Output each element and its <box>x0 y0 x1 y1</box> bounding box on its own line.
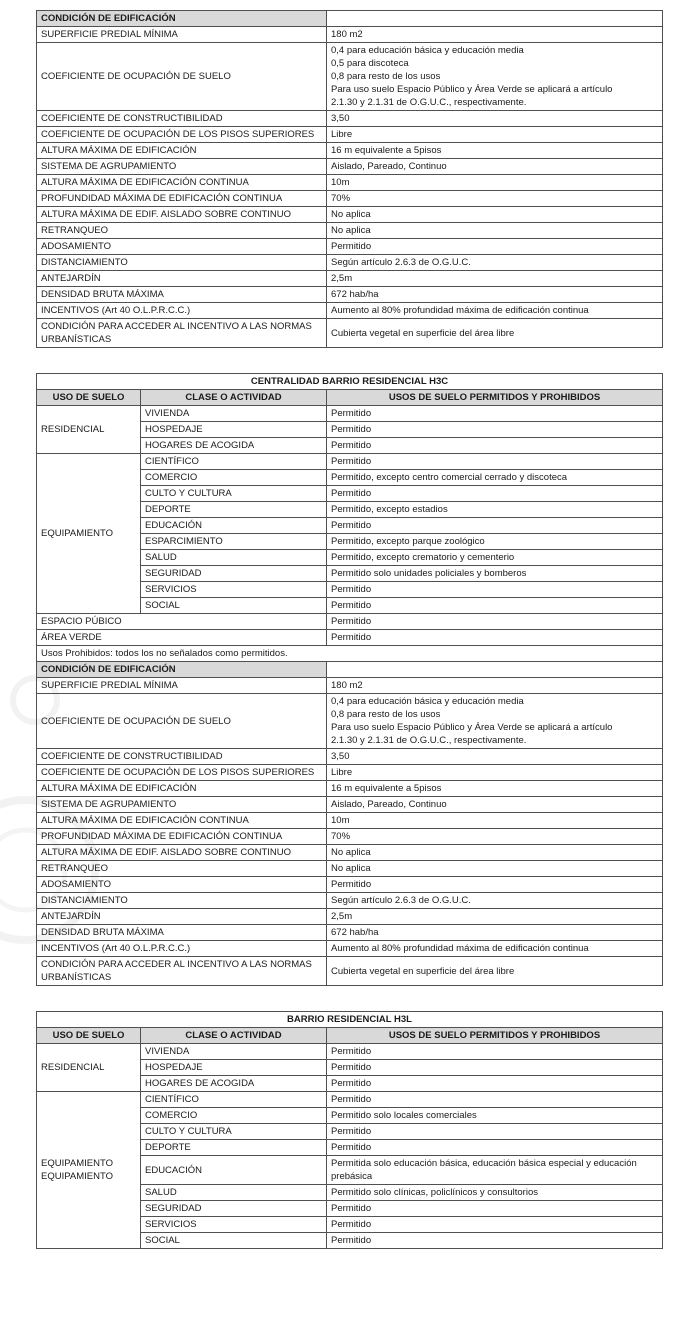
column-header-usos-permitidos: USOS DE SUELO PERMITIDOS Y PROHIBIDOS <box>327 390 663 406</box>
condition-value <box>327 127 663 143</box>
clase-actividad-cell: CIENTÍFICO <box>141 1092 327 1108</box>
condition-label: RETRANQUEO <box>37 861 327 877</box>
value-line: 672 hab/ha <box>331 927 379 938</box>
condition-value <box>327 207 663 223</box>
value-line: 3,50 <box>331 751 350 762</box>
value-line: 2,5m <box>331 273 353 284</box>
value-line: 10m <box>331 177 350 188</box>
value-line: Permitido <box>331 241 372 252</box>
use-span-label: ESPACIO PÚBICO <box>37 614 327 630</box>
condition-value <box>327 303 663 319</box>
condition-value <box>327 893 663 909</box>
value-line: 180 m2 <box>331 680 363 691</box>
clase-actividad-cell: CIENTÍFICO <box>141 454 327 470</box>
table-row <box>37 749 663 765</box>
clase-actividad-cell: VIVIENDA <box>141 406 327 422</box>
condition-label: COEFICIENTE DE OCUPACIÓN DE LOS PISOS SUPERIORES <box>37 127 327 143</box>
condition-value <box>327 239 663 255</box>
clase-actividad-cell: CULTO Y CULTURA <box>141 486 327 502</box>
uso-permitido-cell: Permitido <box>327 598 663 614</box>
condition-label: PROFUNDIDAD MÁXIMA DE EDIFICACIÓN CONTINUA <box>37 191 327 207</box>
condition-label: COEFICIENTE DE CONSTRUCTIBILIDAD <box>37 111 327 127</box>
value-line: 70% <box>331 193 351 204</box>
uso-permitido-cell: Permitido <box>327 1124 663 1140</box>
value-line: 16 m equivalente a 5pisos <box>331 783 442 794</box>
table-row <box>37 127 663 143</box>
value-line: Según artículo 2.6.3 de O.G.U.C. <box>331 895 471 906</box>
condition-label: CONDICIÓN PARA ACCEDER AL INCENTIVO A LAS NORMAS URBANÍSTICAS <box>37 957 327 986</box>
uso-permitido-cell: Permitido solo clínicas, policlínicos y consultorios <box>327 1185 663 1201</box>
value-line: 0,4 para educación básica y educación media <box>331 696 524 707</box>
uso-permitido-cell: Permitido <box>327 454 663 470</box>
value-line: Según artículo 2.6.3 de O.G.U.C. <box>331 257 471 268</box>
prohibited-uses-note: Usos Prohibidos: todos los no señalados como permitidos. <box>37 646 663 662</box>
table-row <box>37 454 663 470</box>
value-line: Libre <box>331 129 353 140</box>
value-line: 0,8 para resto de los usos <box>331 71 441 82</box>
table-row <box>37 925 663 941</box>
condition-value <box>327 287 663 303</box>
clase-actividad-cell: ESPARCIMIENTO <box>141 534 327 550</box>
table-row <box>37 1044 663 1060</box>
table-row <box>37 207 663 223</box>
condition-value <box>327 925 663 941</box>
value-line: 2.1.30 y 2.1.31 de O.G.U.C., respectivamente. <box>331 97 527 108</box>
clase-actividad-cell: DEPORTE <box>141 502 327 518</box>
condition-label: ALTURA MÁXIMA DE EDIFICACIÓN <box>37 143 327 159</box>
condition-value <box>327 143 663 159</box>
clase-actividad-cell: HOGARES DE ACOGIDA <box>141 1076 327 1092</box>
table-row <box>37 845 663 861</box>
condition-value <box>327 159 663 175</box>
uso-permitido-cell: Permitido <box>327 1076 663 1092</box>
condition-value <box>327 223 663 239</box>
condition-label: COEFICIENTE DE OCUPACIÓN DE SUELO <box>37 43 327 111</box>
value-line: 70% <box>331 831 351 842</box>
uso-permitido-cell: Permitido <box>327 582 663 598</box>
table-row <box>37 781 663 797</box>
table-row <box>37 861 663 877</box>
value-line: Cubierta vegetal en superficie del área libre <box>331 327 515 339</box>
condition-label: CONDICIÓN PARA ACCEDER AL INCENTIVO A LAS NORMAS URBANÍSTICAS <box>37 319 327 348</box>
table-row <box>37 374 663 390</box>
table-row <box>37 765 663 781</box>
uso-permitido-cell: Permitido <box>327 406 663 422</box>
clase-actividad-cell: VIVIENDA <box>141 1044 327 1060</box>
uso-permitido-cell: Permitido <box>327 1201 663 1217</box>
table-row <box>37 406 663 422</box>
uso-permitido-cell: Permitido <box>327 1060 663 1076</box>
table-row <box>37 175 663 191</box>
value-line: 3,50 <box>331 113 350 124</box>
condition-label: COEFICIENTE DE CONSTRUCTIBILIDAD <box>37 749 327 765</box>
condition-label: ANTEJARDÍN <box>37 909 327 925</box>
clase-actividad-cell: HOGARES DE ACOGIDA <box>141 438 327 454</box>
condition-value <box>327 43 663 111</box>
uso-permitido-cell: Permitido <box>327 614 663 630</box>
condition-value <box>327 781 663 797</box>
condition-label: DISTANCIAMIENTO <box>37 255 327 271</box>
table-row <box>37 11 663 27</box>
value-line: 0,5 para discoteca <box>331 58 409 69</box>
table-row <box>37 111 663 127</box>
condition-value <box>327 909 663 925</box>
column-header-uso-de-suelo: USO DE SUELO <box>37 390 141 406</box>
condition-label: PROFUNDIDAD MÁXIMA DE EDIFICACIÓN CONTINUA <box>37 829 327 845</box>
use-group-label: RESIDENCIAL <box>37 406 141 454</box>
clase-actividad-cell: HOSPEDAJE <box>141 1060 327 1076</box>
table-centralidad-barrio-residencial-h3c <box>36 373 663 986</box>
uso-permitido-cell: Permitido <box>327 1233 663 1249</box>
table-row <box>37 159 663 175</box>
condition-label: RETRANQUEO <box>37 223 327 239</box>
value-line: 10m <box>331 815 350 826</box>
condition-value <box>327 678 663 694</box>
table-row <box>37 877 663 893</box>
value-line: Para uso suelo Espacio Público y Área Verde se aplicará a artículo <box>331 722 613 733</box>
table-row <box>37 957 663 986</box>
clase-actividad-cell: SEGURIDAD <box>141 566 327 582</box>
condition-label: DENSIDAD BRUTA MÁXIMA <box>37 287 327 303</box>
condition-value <box>327 749 663 765</box>
condition-value <box>327 813 663 829</box>
value-line: 0,8 para resto de los usos <box>331 709 441 720</box>
table-title: CENTRALIDAD BARRIO RESIDENCIAL H3C <box>37 374 663 390</box>
clase-actividad-cell: SEGURIDAD <box>141 1201 327 1217</box>
condition-section-header: CONDICIÓN DE EDIFICACIÓN <box>37 11 327 27</box>
table-row <box>37 191 663 207</box>
condition-value <box>327 941 663 957</box>
table-row <box>37 1028 663 1044</box>
uso-permitido-cell: Permitido, excepto crematorio y cementerio <box>327 550 663 566</box>
clase-actividad-cell: SALUD <box>141 550 327 566</box>
uso-permitido-cell: Permitido solo unidades policiales y bomberos <box>327 566 663 582</box>
table-row <box>37 662 663 678</box>
condition-value <box>327 765 663 781</box>
condition-value <box>327 829 663 845</box>
condition-label: SUPERFICIE PREDIAL MÍNIMA <box>37 27 327 43</box>
value-line: 16 m equivalente a 5pisos <box>331 145 442 156</box>
condition-section-header-empty <box>327 662 663 678</box>
condition-label: ALTURA MÁXIMA DE EDIFICACIÓN <box>37 781 327 797</box>
table-row <box>37 630 663 646</box>
uso-permitido-cell: Permitido <box>327 1092 663 1108</box>
value-line: Aumento al 80% profundidad máxima de edificación continua <box>331 305 589 316</box>
table-condicion-edificacion-top <box>36 10 663 348</box>
condition-value <box>327 957 663 986</box>
clase-actividad-cell: SOCIAL <box>141 598 327 614</box>
condition-label: ALTURA MÁXIMA DE EDIF. AISLADO SOBRE CONTINUO <box>37 845 327 861</box>
value-line: No aplica <box>331 209 371 220</box>
uso-permitido-cell: Permitido, excepto parque zoológico <box>327 534 663 550</box>
use-span-label: ÁREA VERDE <box>37 630 327 646</box>
table-row <box>37 43 663 111</box>
uso-permitido-cell: Permitido, excepto estadios <box>327 502 663 518</box>
uso-permitido-cell: Permitido <box>327 1217 663 1233</box>
condition-value <box>327 271 663 287</box>
condition-value <box>327 797 663 813</box>
value-line: No aplica <box>331 863 371 874</box>
uso-permitido-cell: Permitido <box>327 422 663 438</box>
uso-permitido-cell: Permitido <box>327 518 663 534</box>
value-line: Aislado, Pareado, Continuo <box>331 161 447 172</box>
uso-permitido-cell: Permitido, excepto centro comercial cerrado y discoteca <box>327 470 663 486</box>
table-row <box>37 893 663 909</box>
clase-actividad-cell: SERVICIOS <box>141 1217 327 1233</box>
condition-label: SISTEMA DE AGRUPAMIENTO <box>37 797 327 813</box>
clase-actividad-cell: COMERCIO <box>141 1108 327 1124</box>
clase-actividad-cell: SERVICIOS <box>141 582 327 598</box>
table-row <box>37 239 663 255</box>
value-line: 672 hab/ha <box>331 289 379 300</box>
condition-label: ADOSAMIENTO <box>37 877 327 893</box>
uso-permitido-cell: Permitida solo educación básica, educación básica especial y educación prebásica <box>327 1156 663 1185</box>
table-row <box>37 1092 663 1108</box>
column-header-clase-actividad: CLASE O ACTIVIDAD <box>141 1028 327 1044</box>
condition-section-header: CONDICIÓN DE EDIFICACIÓN <box>37 662 327 678</box>
value-line: No aplica <box>331 225 371 236</box>
condition-value <box>327 319 663 348</box>
condition-label: DENSIDAD BRUTA MÁXIMA <box>37 925 327 941</box>
table-row <box>37 255 663 271</box>
table-row <box>37 678 663 694</box>
value-line: Para uso suelo Espacio Público y Área Verde se aplicará a artículo <box>331 84 613 95</box>
uso-permitido-cell: Permitido <box>327 630 663 646</box>
table-row <box>37 271 663 287</box>
uso-permitido-cell: Permitido solo locales comerciales <box>327 1108 663 1124</box>
value-line: 180 m2 <box>331 29 363 40</box>
column-header-usos-permitidos: USOS DE SUELO PERMITIDOS Y PROHIBIDOS <box>327 1028 663 1044</box>
table-row <box>37 287 663 303</box>
condition-section-header-empty <box>327 11 663 27</box>
condition-label: ALTURA MÁXIMA DE EDIFICACIÓN CONTINUA <box>37 175 327 191</box>
value-line: No aplica <box>331 847 371 858</box>
table-row <box>37 223 663 239</box>
table-barrio-residencial-h3l <box>36 1011 663 1249</box>
table-row <box>37 390 663 406</box>
value-line: Libre <box>331 767 353 778</box>
table-title: BARRIO RESIDENCIAL H3L <box>37 1012 663 1028</box>
uso-permitido-cell: Permitido <box>327 1044 663 1060</box>
table-row <box>37 614 663 630</box>
value-line: 0,4 para educación básica y educación media <box>331 45 524 56</box>
value-line: Cubierta vegetal en superficie del área libre <box>331 965 515 977</box>
condition-label: ALTURA MÁXIMA DE EDIF. AISLADO SOBRE CONTINUO <box>37 207 327 223</box>
condition-label: SISTEMA DE AGRUPAMIENTO <box>37 159 327 175</box>
clase-actividad-cell: COMERCIO <box>141 470 327 486</box>
uso-permitido-cell: Permitido <box>327 1140 663 1156</box>
clase-actividad-cell: CULTO Y CULTURA <box>141 1124 327 1140</box>
condition-value <box>327 175 663 191</box>
condition-label: INCENTIVOS (Art 40 O.L.P.R.C.C.) <box>37 303 327 319</box>
use-group-label: RESIDENCIAL <box>37 1044 141 1092</box>
table-row <box>37 829 663 845</box>
table-row <box>37 909 663 925</box>
clase-actividad-cell: EDUCACIÓN <box>141 1156 327 1185</box>
clase-actividad-cell: DEPORTE <box>141 1140 327 1156</box>
table-row <box>37 1012 663 1028</box>
condition-label: ANTEJARDÍN <box>37 271 327 287</box>
table-row <box>37 319 663 348</box>
value-line: 2,5m <box>331 911 353 922</box>
condition-value <box>327 694 663 749</box>
table-row <box>37 941 663 957</box>
condition-value <box>327 111 663 127</box>
table-row <box>37 797 663 813</box>
clase-actividad-cell: HOSPEDAJE <box>141 422 327 438</box>
uso-permitido-cell: Permitido <box>327 486 663 502</box>
table-row <box>37 27 663 43</box>
table-row <box>37 694 663 749</box>
table-row <box>37 303 663 319</box>
use-group-label: EQUIPAMIENTO <box>37 454 141 614</box>
condition-label: INCENTIVOS (Art 40 O.L.P.R.C.C.) <box>37 941 327 957</box>
condition-value <box>327 255 663 271</box>
clase-actividad-cell: SOCIAL <box>141 1233 327 1249</box>
clase-actividad-cell: EDUCACIÓN <box>141 518 327 534</box>
value-line: 2.1.30 y 2.1.31 de O.G.U.C., respectivamente. <box>331 735 527 746</box>
table-row <box>37 143 663 159</box>
condition-value <box>327 845 663 861</box>
table-row <box>37 646 663 662</box>
condition-value <box>327 861 663 877</box>
condition-value <box>327 27 663 43</box>
condition-label: COEFICIENTE DE OCUPACIÓN DE LOS PISOS SUPERIORES <box>37 765 327 781</box>
condition-value <box>327 877 663 893</box>
condition-value <box>327 191 663 207</box>
condition-label: COEFICIENTE DE OCUPACIÓN DE SUELO <box>37 694 327 749</box>
column-header-uso-de-suelo: USO DE SUELO <box>37 1028 141 1044</box>
value-line: Aislado, Pareado, Continuo <box>331 799 447 810</box>
table-row <box>37 813 663 829</box>
value-line: Permitido <box>331 879 372 890</box>
condition-label: ADOSAMIENTO <box>37 239 327 255</box>
condition-label: DISTANCIAMIENTO <box>37 893 327 909</box>
condition-label: ALTURA MÁXIMA DE EDIFICACIÓN CONTINUA <box>37 813 327 829</box>
condition-label: SUPERFICIE PREDIAL MÍNIMA <box>37 678 327 694</box>
use-group-label: EQUIPAMIENTO EQUIPAMIENTO <box>37 1092 141 1249</box>
clase-actividad-cell: SALUD <box>141 1185 327 1201</box>
value-line: Aumento al 80% profundidad máxima de edificación continua <box>331 943 589 954</box>
column-header-clase-actividad: CLASE O ACTIVIDAD <box>141 390 327 406</box>
uso-permitido-cell: Permitido <box>327 438 663 454</box>
